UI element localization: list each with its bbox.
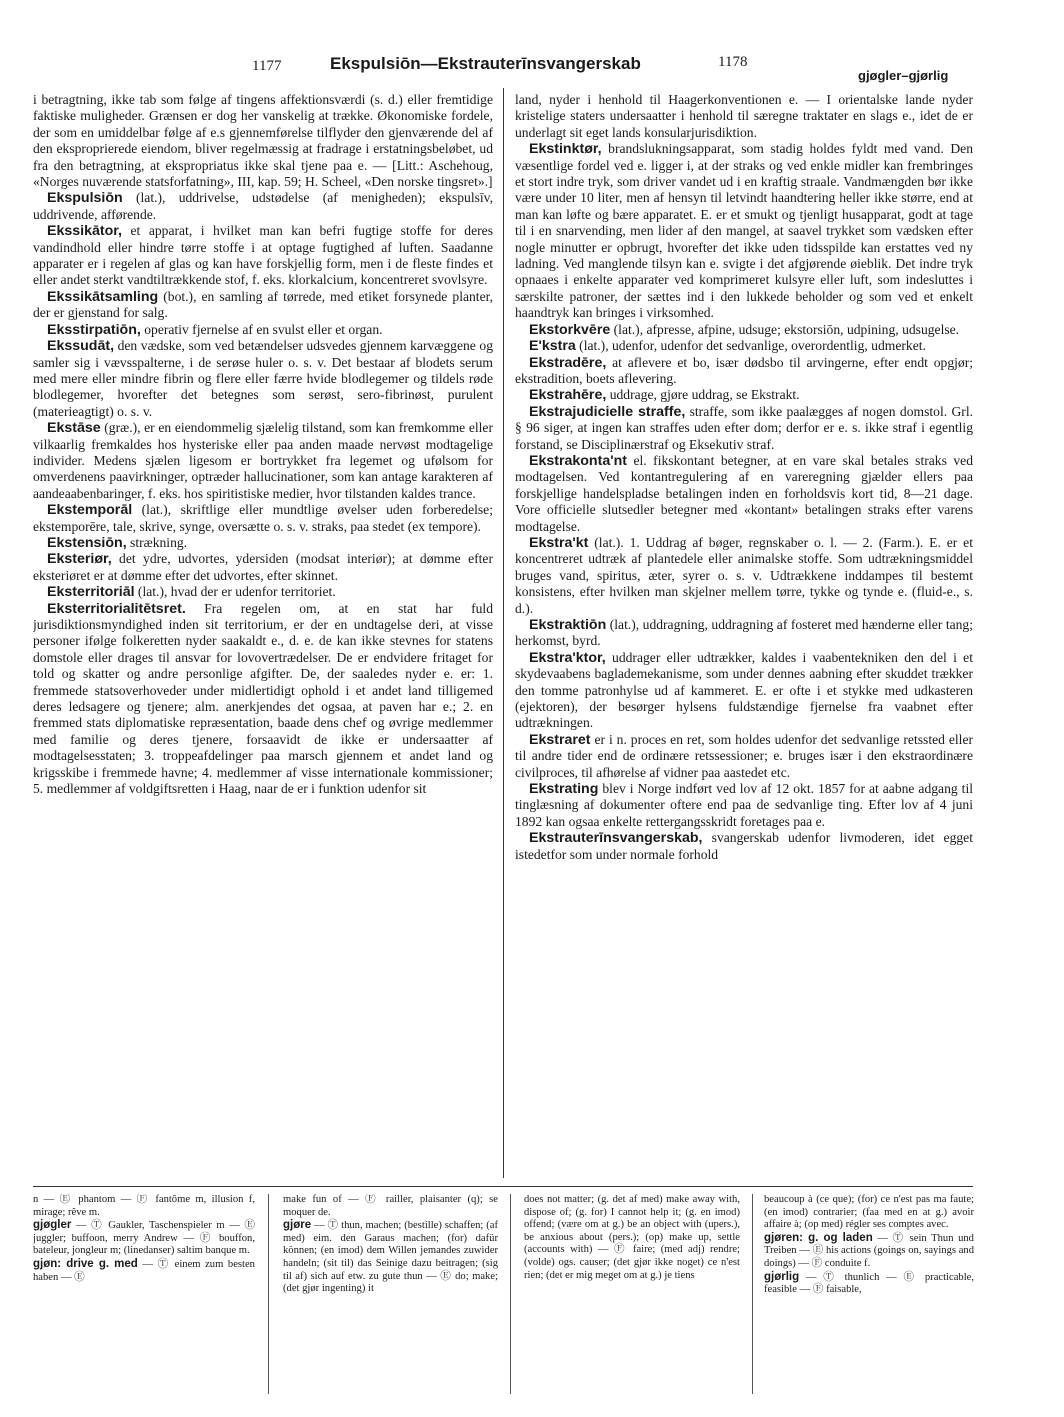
footnote-text: beaucoup à (ce que); (for) ce n'est pas ma faute; (en imod) contrarier; (faa med en at g.) avoir affaire à; (op med) régler ses comptes avec. bbox=[764, 1194, 974, 1231]
entry-text: (lat.), afpresse, afpine, udsuge; ekstorsiōn, udpining, udsugelse. bbox=[610, 321, 960, 337]
entry-text: (lat.). 1. Uddrag af bøger, regnskaber o. l. — 2. (Farm.). E. er et koncentreret udtræk af plantedele eller animalske stoffe. Som udtrækningsmiddel bruges vand, spiritus, æter, syrer o. s. v. Udtrækkene inddampes til bestemt konsistens, efter hvilken man skjelner mellem tørre, tykke og tynde e. (fluid-e., s. d.). bbox=[515, 534, 973, 616]
entry-text: uddrager eller udtrækker, kaldes i vaabentekniken den del i et skydevaabens baglademekanisme, som under dennes aabning efter skuddet trækker den tomme patronhylse ud af kammeret. E. er ofte i et stykke med udkasteren (ejektoren), der besørger hylsens fuldstændige fjernelse fra vaabnet efter udtrækningen. bbox=[515, 649, 973, 731]
entry-text: (lat.), hvad der er udenfor territoriet. bbox=[134, 584, 336, 600]
entry-text: straffe, som ikke paalægges af nogen domstol. Grl. § 96 siger, at ingen kan straffes uden efter dom; derfor er e. s. ikke straf i egentlig forstand, se Disciplinærstraf og Eksekutiv straf. bbox=[515, 403, 973, 452]
entry-text: det ydre, udvortes, ydersiden (modsat interiør); at dømme efter eksteriøret er at dømme efter det udvortes, efter skinnet. bbox=[33, 551, 493, 583]
column-divider bbox=[503, 88, 504, 1178]
entry-headword: Ekssudāt, bbox=[47, 338, 115, 355]
guide-words: gjøgler–gjørlig bbox=[858, 68, 949, 83]
dictionary-entry bbox=[515, 535, 973, 617]
dictionary-entry bbox=[515, 781, 973, 830]
entry-headword: Ekstraktiōn bbox=[529, 617, 607, 633]
entry-headword: Ekstraret bbox=[529, 731, 591, 748]
entry-text: (græ.), er en eiendommelig sjælelig tilstand, som kan fremkomme eller vilkaarlig fremkaldes hos hysteriske eller paa anden maade nervøst modtagelige individer. Medens sjælen ligesom er bortrykket fra legemet og ufølsom for omverdenens paavirkninger, optræder hallucinationer, som kan antage karakteren af aandeaabenbaringer, f. eks. hos spiritistiske medier, hvor tilstanden kaldes trance. bbox=[33, 420, 493, 501]
dictionary-entry bbox=[515, 387, 973, 403]
entry-text: land, nyder i henhold til Haagerkonventionen e. — I orientalske lande nyder kristelige staters undersaatter i henhold til særegne traktater en slags e., idet de er underlagt sit eget lands konsularjurisdiktion. bbox=[515, 92, 973, 140]
entry-headword: Eksterritoriāl bbox=[47, 584, 135, 601]
footnote-separator bbox=[268, 1194, 269, 1394]
entry-text: blev i Norge indført ved lov af 12 okt. 1857 for at aabne adgang til tinglæsning af dokumenter oftere end paa de sedvanlige ting. Efter lov af 4 juni 1892 kan ogsaa enkelte rettergangsskridt foretages paa e. bbox=[515, 781, 973, 829]
dictionary-entry bbox=[33, 289, 493, 322]
footnote-text: — Ⓣ thunlich — Ⓔ practicable, feasible — Ⓕ faisable, bbox=[764, 1271, 974, 1296]
page-number-left: 1177 bbox=[252, 58, 282, 74]
entry-headword: E'kstra bbox=[529, 338, 576, 355]
footnote-text: — Ⓣ einem zum besten haben — Ⓔ bbox=[33, 1258, 255, 1283]
footnote-entry bbox=[764, 1232, 974, 1271]
dictionary-entry bbox=[33, 92, 493, 190]
page-number-right: 1178 bbox=[718, 54, 748, 70]
entry-text: (lat.), uddragning, uddragning af fosteret med hænderne eller tang; herkomst, byrd. bbox=[515, 617, 973, 649]
entry-text: Fra regelen om, at en stat har fuld jurisdiktionsmyndighed inden sit territorium, er der en undtagelse deri, at visse personer ifølge folkeretten nyder saakaldt e., d. e. de kan ikke stevnes for statens domstole eller drages til ansvar for lovovertrædelser. De er endvidere fritaget for told og skatter og andre personlige afgifter. De, der saaledes nyder e. er: 1. fremmede statsoverhoveder under midlertidigt ophold i et andet land tilligemed deres ledsagere og tjenere; alm. anerkjendes det ogsaa, at paven har e.; 2. en fremmed stats diplomatiske repræsentation, baade dens chef og øvrige medlemmer med familie og deres tjenere, forsaavidt de ikke er undersaatter af modtagelsesstaten; 3. troppeafdelinger paa marsch gjennem et andet land og krigsskibe i fremmede havne; 4. medlemmer af visse internationale kommissioner; 5. medlemmer af voldgiftsretten i Haag, naar de er i funktion udenfor sit bbox=[33, 600, 493, 797]
entry-headword: Ekstemporāl bbox=[47, 502, 133, 519]
footnote-entry bbox=[283, 1219, 498, 1296]
entry-text: operativ fjernelse af en svulst eller et organ. bbox=[140, 321, 383, 337]
footnote-column-2 bbox=[283, 1194, 498, 1394]
footnote-text: — Ⓣ Gaukler, Taschenspieler m — Ⓔ juggler; buffoon, merry Andrew — Ⓕ bouffon, bateleur, jongleur m; (linedanser) saltim banque m. bbox=[33, 1220, 255, 1257]
footnote-separator bbox=[752, 1194, 753, 1394]
dictionary-entry bbox=[515, 404, 973, 453]
entry-text: (lat.), skriftlige eller mundtlige øvelser uden forberedelse; ekstemporēre, tale, skrive, synge, oversætte o. s. v. straks, paa stedet (ex tempore). bbox=[33, 502, 493, 534]
dictionary-entry bbox=[515, 617, 973, 650]
page-title: Ekspulsiōn—Ekstrauterīnsvangerskab bbox=[330, 54, 641, 73]
dictionary-entry bbox=[33, 535, 493, 551]
entry-text: (bot.), en samling af tørrede, med etiket forsynede planter, der er gjenstand for salg. bbox=[33, 288, 493, 321]
entry-text: strækning. bbox=[126, 534, 188, 550]
footnote-text: make fun of — Ⓕ railler, plaisanter (q); se moquer de. bbox=[283, 1194, 498, 1218]
dictionary-entry bbox=[33, 420, 493, 502]
footnote-separator bbox=[510, 1194, 511, 1394]
page-header bbox=[0, 50, 1064, 83]
dictionary-entry bbox=[33, 502, 493, 535]
footnote-entry bbox=[33, 1258, 255, 1284]
footnote-text: — Ⓣ sein Thun und Treiben — Ⓔ his actions (goings on, sayings and doings) — Ⓕ conduite f. bbox=[764, 1232, 974, 1269]
footnote-entry bbox=[764, 1194, 974, 1232]
footnote-column-1 bbox=[33, 1194, 255, 1394]
footnote-entry bbox=[33, 1219, 255, 1258]
entry-headword: Ekssikātor, bbox=[47, 223, 122, 240]
dictionary-entry bbox=[515, 453, 973, 535]
entry-text: at aflevere et bo, især dødsbo til arvingerne, efter endt opgjør; ekstradition, boets aflevering. bbox=[515, 354, 973, 386]
dictionary-entry bbox=[33, 223, 493, 289]
entry-text: el. fikskontant betegner, at en vare skal betales straks ved modtagelsen. Ved kontantregulering af en vareregning gjælder ellers paa forskjellige handelspladse betalingen inden en forholdsvis kort tid, 8—21 dage. Vore officielle slutsedler betegner med «kontant» betalingen straks efter varens modtagelse. bbox=[515, 452, 973, 534]
entry-text: (lat.), udenfor, udenfor det sedvanlige, overordentlig, udmerket. bbox=[575, 338, 926, 354]
entry-headword: Ekstorkvēre bbox=[529, 321, 611, 338]
entry-headword: Ekstāse bbox=[47, 420, 101, 437]
right-column bbox=[515, 92, 973, 1178]
entry-headword: Ekstrauterīnsvangerskab, bbox=[529, 830, 703, 847]
dictionary-entry bbox=[33, 584, 493, 600]
dictionary-entry bbox=[515, 141, 973, 321]
entry-headword: Ekstrakonta'nt bbox=[529, 452, 627, 469]
footnote-text: — Ⓣ thun, machen; (bestille) schaffen; (af med) eim. den Garaus machen; (for) dafür können; (en imod) dem Willen jemandes zuwider handeln; (sit til) das Seinige dazu beitragen; (sig til af) sich auf etw. zu gute thun — Ⓔ do; make; (det gjør ingenting) it bbox=[283, 1220, 498, 1295]
entry-headword: Ekstensiōn, bbox=[47, 534, 127, 551]
dictionary-entry bbox=[515, 322, 973, 338]
entry-headword: Ekstrating bbox=[529, 781, 599, 798]
entry-text: den vædske, som ved betændelser udsvedes gjennem karvæggene og samler sig i vævsspalterne, i de serøse huler o. s. v. Det bestaar af blodets serum med mere eller mindre fibrin og flere eller færre hvide blodlegemer og tildels røde blodlegemer, hvorefter det betegnes som serøst, sero-fibrinøst, purulent (materieagtigt) o. s. v. bbox=[33, 338, 493, 419]
footnote-entry bbox=[524, 1194, 740, 1282]
entry-text: (lat.), uddrivelse, udstødelse (af menigheden); ekspulsīv, uddrivende, afførende. bbox=[33, 190, 493, 222]
dictionary-entry bbox=[515, 92, 973, 141]
footnote-text: does not matter; (g. det af med) make away with, dispose of; (g. for) I cannot help it; (g. en imod) offend; (være om at g.) be an object with (upers.), be anxious about (pers.); (op) make up, settle (accounts with) — Ⓕ faire; (med adj) rendre; (volde) ogs. causer; (det gjør ikke noget) ce n'est rien; (det er mig meget om at g.) je tiens bbox=[524, 1194, 740, 1281]
dictionary-entry bbox=[515, 650, 973, 732]
footnote-column-3 bbox=[524, 1194, 740, 1394]
entry-text: uddrage, gjøre uddrag, se Ekstrakt. bbox=[606, 387, 800, 403]
entry-headword: Eksstirpatiōn, bbox=[47, 321, 141, 338]
footnote-text: n — Ⓔ phantom — Ⓕ fantôme m, illusion f, mirage; rêve m. bbox=[33, 1194, 255, 1218]
dictionary-entry bbox=[33, 338, 493, 420]
entry-headword: Ekssikātsamling bbox=[47, 288, 159, 305]
footnote-headword: gjøren: g. og laden bbox=[764, 1231, 873, 1244]
entry-headword: Eksterritorialitētsret. bbox=[47, 600, 186, 617]
entry-headword: Ekstinktør, bbox=[529, 141, 602, 158]
footnote-column-4 bbox=[764, 1194, 974, 1394]
dictionary-entry bbox=[33, 601, 493, 798]
footnote-entry bbox=[283, 1194, 498, 1219]
entry-headword: Ekstrahēre, bbox=[529, 387, 607, 404]
entry-headword: Ekstradēre, bbox=[529, 354, 607, 371]
entry-headword: Ekstra'ktor, bbox=[529, 649, 606, 666]
dictionary-entry bbox=[33, 190, 493, 223]
dictionary-entry bbox=[515, 355, 973, 388]
entry-headword: Ekstra'kt bbox=[529, 534, 589, 551]
entry-headword: Ekstrajudicielle straffe, bbox=[529, 403, 686, 420]
footnote-headword: gjøn: drive g. med bbox=[33, 1257, 138, 1270]
footnote-headword: gjørlig bbox=[764, 1270, 800, 1283]
footnote-entry bbox=[764, 1271, 974, 1297]
entry-text: svangerskab udenfor livmoderen, idet egget istedetfor som under normale forhold bbox=[515, 830, 973, 862]
left-column bbox=[33, 92, 493, 1178]
entry-text: et apparat, i hvilket man kan befri fugtige stoffe for deres vandindhold eller hindre tørre stoffe i at optage fugtighed af luften. Saadanne apparater er i regelen af glas og kan have forskjellig form, men i de fleste findes et eller andet sterkt vandtiltrækkende stof, f. eks. klorkalcium, koncentreret svovlsyre. bbox=[33, 223, 493, 288]
entry-text: brandslukningsapparat, som stadig holdes fyldt med vand. Den væsentlige fordel ved e. ligger i, at der straks og ved enkle midler kan frembringes et stort indre tryk, som driver vandet ud i en kraftig straale. Vandmængden bør ikke være under 10 liter, men af hensyn til letvindt haandtering heller ikke større, end at man kan løfte og bære apparatet. E. er et smukt og tjenligt husapparat, godt at tage til i en snarvending, men lider af den mangel, at saavel trykket som vædsken efter nogle minutter er opbrugt, hvorefter det ikke uden tidsspilde kan erstattes ved ny ladning. Ved manglende tilsyn kan e. svigte i det afgjørende øieblik. Det indre tryk opnaaes i enkelte apparater ved komprimeret kulsyre eller luft, som indesluttes i særskilte patroner, der sættes ind i den lukkede beholder og som ved et enkelt haandtryk kan bringes i virksomhed. bbox=[515, 141, 973, 321]
entry-text: er i n. proces en ret, som holdes udenfor det sedvanlige retssted eller til andre tider end de ordinære retssessioner; e. bruges især i den ekstraordinære civilproces, til afhørelse af vidner paa aastedet etc. bbox=[515, 731, 973, 780]
footnote-entry bbox=[33, 1194, 255, 1219]
dictionary-entry bbox=[33, 551, 493, 584]
entry-headword: Ekspulsiōn bbox=[47, 190, 123, 207]
dictionary-entry bbox=[515, 732, 973, 781]
footnote-headword: gjøgler bbox=[33, 1219, 72, 1232]
dictionary-entry bbox=[515, 830, 973, 863]
footnote-divider bbox=[33, 1186, 973, 1187]
entry-text: i betragtning, ikke tab som følge af tingens affektionsværdi (s. d.) eller fremtidige faktiske muligheder. Grænsen er dog her vanskelig at trække. Økonomiske fordele, der som en umiddelbar følge af e.s gjennemførelse tilflyder den gjenværende del af den eksproprierede eiendom, bliver regelmæssig at fradrage i erstatningsbeløbet, ud fra den betragtning, at ekspropriatus ikke skal tjene paa e. — [Litt.: Aschehoug, «Norges nuværende statsforfatning», III, kap. 59; H. Scheel, «Den norske tingsret».] bbox=[33, 92, 493, 190]
entry-headword: Eksteriør, bbox=[47, 551, 112, 568]
dictionary-entry bbox=[33, 322, 493, 338]
dictionary-entry bbox=[515, 338, 973, 354]
footnote-headword: gjøre bbox=[283, 1219, 312, 1232]
